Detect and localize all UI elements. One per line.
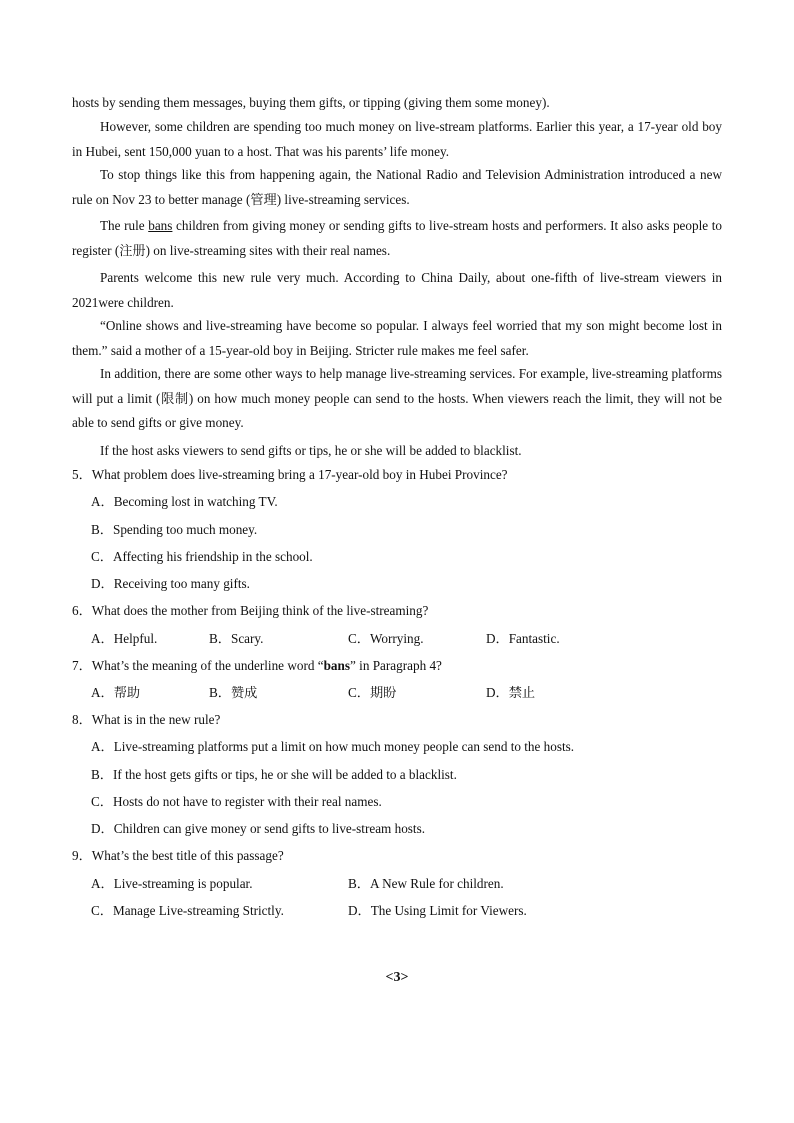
paragraph-7: If the host asks viewers to send gifts or tips, he or she will be added to blacklist. (100, 443, 522, 458)
question-6-option-c: C．Worrying. (348, 631, 424, 646)
question-7-stem (72, 656, 732, 676)
question-9-option-a: A．Live-streaming is popular. (91, 876, 253, 891)
question-7-stem-pre: 7．What’s the meaning of the underline word “ (72, 658, 324, 673)
question-9-stem: 9．What’s the best title of this passage? (72, 848, 284, 863)
question-5-option-b: B．Spending too much money. (91, 522, 258, 537)
paragraph-2: To stop things like this from happening again, the National Radio and Television Administration introduced a new rule on Nov 23 to better manage (管理) live-streaming services. (72, 167, 722, 207)
question-5-option-a: A．Becoming lost in watching TV. (91, 494, 278, 509)
question-8-option-b: B．If the host gets gifts or tips, he or she will be added to a blacklist. (91, 767, 457, 782)
question-6-option-a: A．Helpful. (91, 631, 158, 646)
paragraph-3-post: children from giving money or sending gifts to live-stream hosts and performers. It also asks people to register (注册) on live-streaming sites with their real names. (72, 218, 722, 258)
question-9-option-b: B．A New Rule for children. (348, 876, 504, 891)
page-number: <3> (385, 970, 409, 985)
paragraph-6: In addition, there are some other ways to help manage live-streaming services. For example, live-streaming platforms will put a limit (限制) on how much money people can send to the hosts. When viewers reach the limit, they will not be able to send gifts or give money. (72, 366, 722, 430)
question-9-option-d: D．The Using Limit for Viewers. (348, 903, 527, 918)
question-7-option-c: C．期盼 (348, 685, 397, 700)
question-9-option-c: C．Manage Live-streaming Strictly. (91, 903, 284, 918)
question-5-stem: 5．What problem does live-streaming bring a 17-year-old boy in Hubei Province? (72, 467, 508, 482)
question-7-option-b: B．赞成 (209, 685, 258, 700)
question-8-option-c: C．Hosts do not have to register with their real names. (91, 794, 382, 809)
paragraph-3 (72, 214, 722, 263)
paragraph-3-pre: The rule (100, 218, 149, 233)
question-7-stem-post: ” in Paragraph 4? (350, 658, 442, 673)
question-6-stem: 6．What does the mother from Beijing think of the live-streaming? (72, 603, 429, 618)
question-8-option-a: A．Live-streaming platforms put a limit on how much money people can send to the hosts. (91, 739, 575, 754)
paragraph-5: “Online shows and live-streaming have become so popular. I always feel worried that my son might become lost in them.” said a mother of a 15-year-old boy in Beijing. Stricter rule makes me feel safer. (72, 318, 722, 358)
question-8-stem: 8．What is in the new rule? (72, 712, 221, 727)
underlined-word-bans: bans (148, 218, 173, 233)
paragraph-4: Parents welcome this new rule very much. According to China Daily, about one-fifth of live-stream viewers in 2021were children. (72, 270, 722, 310)
question-7-option-a: A．帮助 (91, 685, 141, 700)
question-8-option-d: D．Children can give money or send gifts to live-stream hosts. (91, 821, 426, 836)
question-7-option-d: D．禁止 (486, 685, 536, 700)
question-5-option-d: D．Receiving too many gifts. (91, 576, 250, 591)
question-6-option-d: D．Fantastic. (486, 631, 560, 646)
paragraph-1: However, some children are spending too much money on live-stream platforms. Earlier this year, a 17-year old boy in Hubei, sent 150,000 yuan to a host. That was his parents’ life money. (72, 119, 722, 159)
question-7-bold-word: bans (323, 658, 350, 673)
question-6-option-b: B．Scary. (209, 631, 264, 646)
paragraph-0: hosts by sending them messages, buying them gifts, or tipping (giving them some money). (72, 95, 550, 110)
question-5-option-c: C．Affecting his friendship in the school. (91, 549, 313, 564)
